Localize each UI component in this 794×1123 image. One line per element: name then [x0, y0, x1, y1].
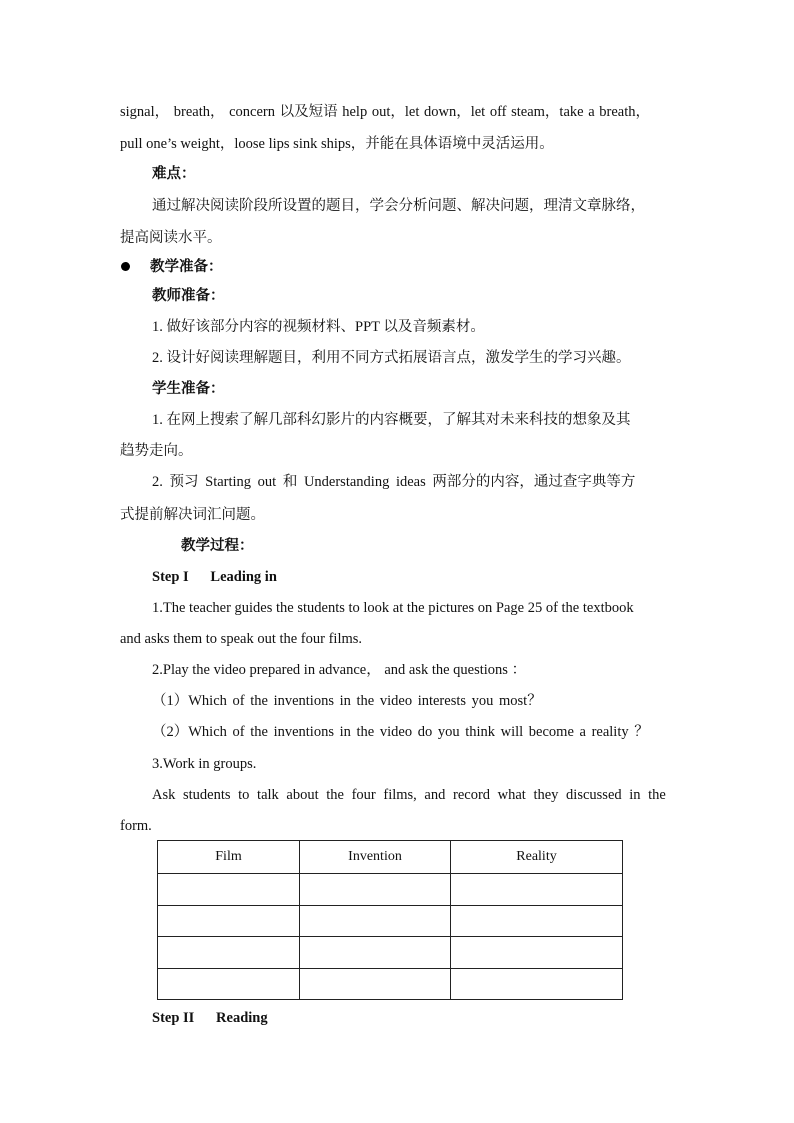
difficulty-heading: 难点：: [152, 166, 196, 182]
table-cell: [451, 905, 623, 936]
table-cell: [300, 905, 451, 936]
step-1-item-2: 2.Play the video prepared in advance， and ask the questions ：: [152, 662, 527, 678]
table-cell: [158, 968, 300, 999]
table-row: [158, 874, 623, 905]
step-1-item-1-line-2: and asks them to speak out the four films.: [120, 631, 363, 647]
table-cell: [300, 937, 451, 968]
preparation-heading: 教学准备：: [150, 259, 223, 275]
teacher-prep-item-1: 1. 做好该部分内容的视频材料、PPT 以及音频素材。: [152, 319, 485, 335]
difficulty-line-1: 通过解决阅读阶段所设置的题目，学会分析问题、解决问题，理清文章脉络，: [152, 198, 645, 214]
table-cell: [300, 968, 451, 999]
table-cell: [451, 874, 623, 905]
student-prep-item-1-line-1: 1. 在网上搜索了解几部科幻影片的内容概要，了解其对未来科技的想象及其: [152, 412, 631, 428]
group-task-line-2: form.: [120, 818, 152, 834]
table-header-invention: Invention: [300, 841, 451, 874]
table-row: [158, 905, 623, 936]
table-cell: [158, 937, 300, 968]
procedure-heading: 教学过程：: [181, 538, 254, 554]
question-1: （1）Which of the inventions in the video interests you most？: [152, 693, 542, 709]
student-prep-item-2-line-2: 式提前解决词汇问题。: [120, 507, 265, 523]
table-header-row: [158, 841, 623, 874]
step-2-heading: Step II Reading: [152, 1010, 268, 1026]
table-cell: [158, 874, 300, 905]
objectives-line-1: signal， breath， concern 以及短语 help out，let down，let off steam，take a breath，: [120, 104, 650, 120]
objectives-line-2: pull one’s weight，loose lips sink ships，并能在具体语境中灵活运用。: [120, 136, 554, 152]
table-cell: [451, 937, 623, 968]
question-2: （2）Which of the inventions in the video do you think will become a reality ？: [152, 724, 649, 740]
table-cell: [300, 874, 451, 905]
student-prep-item-2-line-1: 2. 预习 Starting out 和 Understanding ideas 两部分的内容，通过查字典等方: [152, 474, 636, 490]
table-header-reality: Reality: [451, 841, 623, 874]
table-row: [158, 937, 623, 968]
difficulty-line-2: 提高阅读水平。: [120, 230, 222, 246]
step-1-item-3: 3.Work in groups.: [152, 756, 257, 772]
table-row: [158, 968, 623, 999]
bullet-icon: [121, 262, 130, 271]
table-cell: [451, 968, 623, 999]
table-header-film: Film: [158, 841, 300, 874]
table-cell: [158, 905, 300, 936]
teacher-prep-item-2: 2. 设计好阅读理解题目，利用不同方式拓展语言点，激发学生的学习兴趣。: [152, 350, 631, 366]
student-prep-heading: 学生准备：: [152, 381, 225, 397]
teacher-prep-heading: 教师准备：: [152, 288, 225, 304]
step-1-heading: Step I Leading in: [152, 569, 277, 585]
step-1-item-1-line-1: 1.The teacher guides the students to look at the pictures on Page 25 of the textbook: [152, 600, 634, 616]
group-task-line-1: Ask students to talk about the four films, and record what they discussed in the: [152, 787, 666, 803]
film-record-table: [157, 840, 623, 1000]
student-prep-item-1-line-2: 趋势走向。: [120, 443, 193, 459]
